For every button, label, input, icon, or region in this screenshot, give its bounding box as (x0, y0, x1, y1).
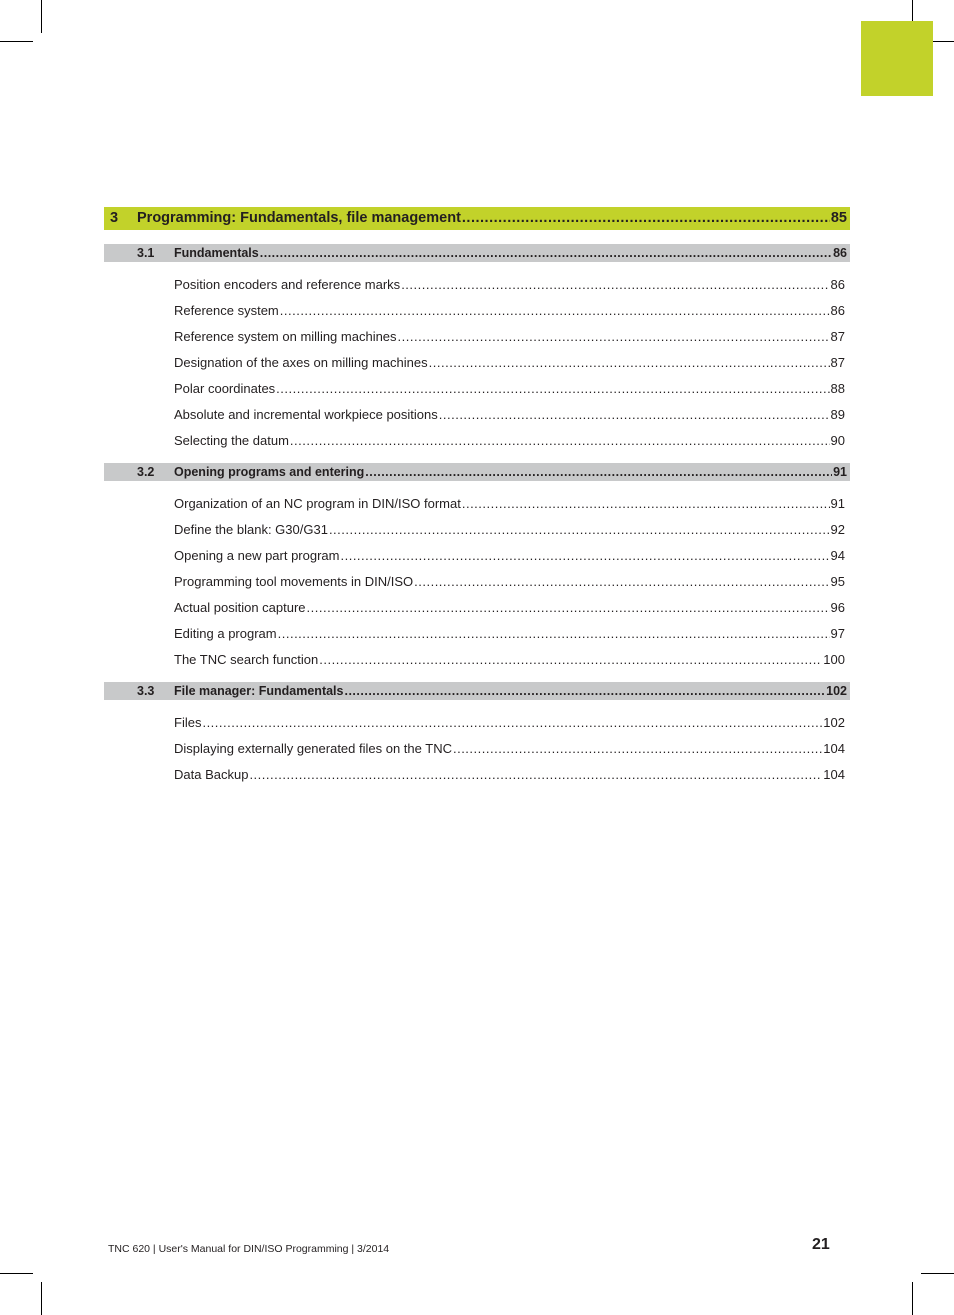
entry-page: 104 (823, 741, 845, 756)
dot-leader (276, 376, 829, 402)
entry-title: Editing a program (174, 626, 277, 641)
entry-page: 88 (830, 381, 845, 396)
entry-page: 100 (823, 652, 845, 667)
section-page: 91 (833, 465, 847, 479)
entry-page: 91 (830, 496, 845, 511)
toc-entry[interactable] (174, 621, 845, 647)
chapter-tab-marker (861, 21, 933, 96)
entry-title: Absolute and incremental workpiece positions (174, 407, 438, 422)
dot-leader (329, 517, 830, 543)
entry-page: 86 (830, 303, 845, 318)
entry-title: Position encoders and reference marks (174, 277, 401, 292)
crop-mark (921, 1273, 954, 1274)
entry-page: 95 (830, 574, 845, 589)
toc-entry[interactable] (174, 272, 845, 298)
entry-title: Data Backup (174, 767, 249, 782)
dot-leader (344, 682, 825, 700)
toc-entry[interactable] (174, 298, 845, 324)
footer-text: TNC 620 | User's Manual for DIN/ISO Programming | 3/2014 (108, 1243, 390, 1255)
entry-title: Actual position capture (174, 600, 306, 615)
entry-title: Selecting the datum (174, 433, 289, 448)
section-heading-3-3[interactable] (104, 682, 850, 700)
entry-title: The TNC search function (174, 652, 319, 667)
entry-page: 104 (823, 767, 845, 782)
toc-entry[interactable] (174, 376, 845, 402)
dot-leader (249, 762, 822, 788)
dot-leader (202, 710, 822, 736)
toc-entry[interactable] (174, 762, 845, 788)
entry-title: Reference system on milling machines (174, 329, 397, 344)
dot-leader (401, 272, 829, 298)
dot-leader (453, 736, 822, 762)
section-page: 102 (826, 684, 847, 698)
page-number: 21 (812, 1236, 830, 1253)
dot-leader (462, 207, 830, 230)
section-entries (104, 262, 850, 463)
dot-leader (278, 621, 830, 647)
dot-leader (307, 595, 830, 621)
entry-title: Define the blank: G30/G31 (174, 522, 328, 537)
dot-leader (340, 543, 829, 569)
dot-leader (319, 647, 822, 673)
crop-mark (41, 0, 42, 33)
toc-entry[interactable] (174, 595, 845, 621)
chapter-number: 3 (110, 210, 119, 226)
toc-entry[interactable] (174, 569, 845, 595)
entry-page: 102 (823, 715, 845, 730)
dot-leader (280, 298, 830, 324)
toc-entry[interactable] (174, 350, 845, 376)
entry-title: Designation of the axes on milling machines (174, 355, 428, 370)
toc-entry[interactable] (174, 710, 845, 736)
toc-entry[interactable] (174, 543, 845, 569)
toc-entry[interactable] (174, 402, 845, 428)
section-number: 3.2 (137, 465, 155, 479)
entry-title: Polar coordinates (174, 381, 276, 396)
toc-entry[interactable] (174, 517, 845, 543)
toc-entry[interactable] (174, 428, 845, 454)
crop-mark (0, 1273, 33, 1274)
dot-leader (462, 491, 830, 517)
section-heading-3-1[interactable] (104, 244, 850, 262)
entry-title: Opening a new part program (174, 548, 340, 563)
crop-mark (912, 1282, 913, 1315)
toc-entry[interactable] (174, 647, 845, 673)
crop-mark (0, 41, 33, 42)
section-page: 86 (833, 246, 847, 260)
toc-entry[interactable] (174, 491, 845, 517)
entry-page: 86 (830, 277, 845, 292)
chapter-heading[interactable] (104, 207, 850, 230)
entry-page: 87 (830, 355, 845, 370)
toc-entry[interactable] (174, 736, 845, 762)
dot-leader (439, 402, 830, 428)
dot-leader (260, 244, 832, 262)
dot-leader (398, 324, 830, 350)
entry-title: Reference system (174, 303, 279, 318)
entry-page: 89 (830, 407, 845, 422)
dot-leader (290, 428, 830, 454)
section-heading-3-2[interactable] (104, 463, 850, 481)
section-entries (104, 700, 850, 788)
table-of-contents (104, 207, 850, 788)
entry-page: 92 (830, 522, 845, 537)
section-title: Fundamentals (174, 246, 259, 260)
chapter-page: 85 (830, 210, 847, 226)
crop-mark (41, 1282, 42, 1315)
dot-leader (429, 350, 830, 376)
entry-page: 90 (830, 433, 845, 448)
entry-title: Displaying externally generated files on the TNC (174, 741, 452, 756)
section-number: 3.3 (137, 684, 155, 698)
section-number: 3.1 (137, 246, 155, 260)
dot-leader (365, 463, 832, 481)
entry-page: 96 (830, 600, 845, 615)
entry-page: 87 (830, 329, 845, 344)
entry-title: Files (174, 715, 202, 730)
entry-page: 94 (830, 548, 845, 563)
section-entries (104, 481, 850, 682)
section-title: File manager: Fundamentals (174, 684, 344, 698)
chapter-title: Programming: Fundamentals, file management (137, 210, 461, 226)
section-title: Opening programs and entering (174, 465, 365, 479)
entry-page: 97 (830, 626, 845, 641)
dot-leader (414, 569, 829, 595)
entry-title: Organization of an NC program in DIN/ISO format (174, 496, 461, 511)
toc-entry[interactable] (174, 324, 845, 350)
entry-title: Programming tool movements in DIN/ISO (174, 574, 414, 589)
